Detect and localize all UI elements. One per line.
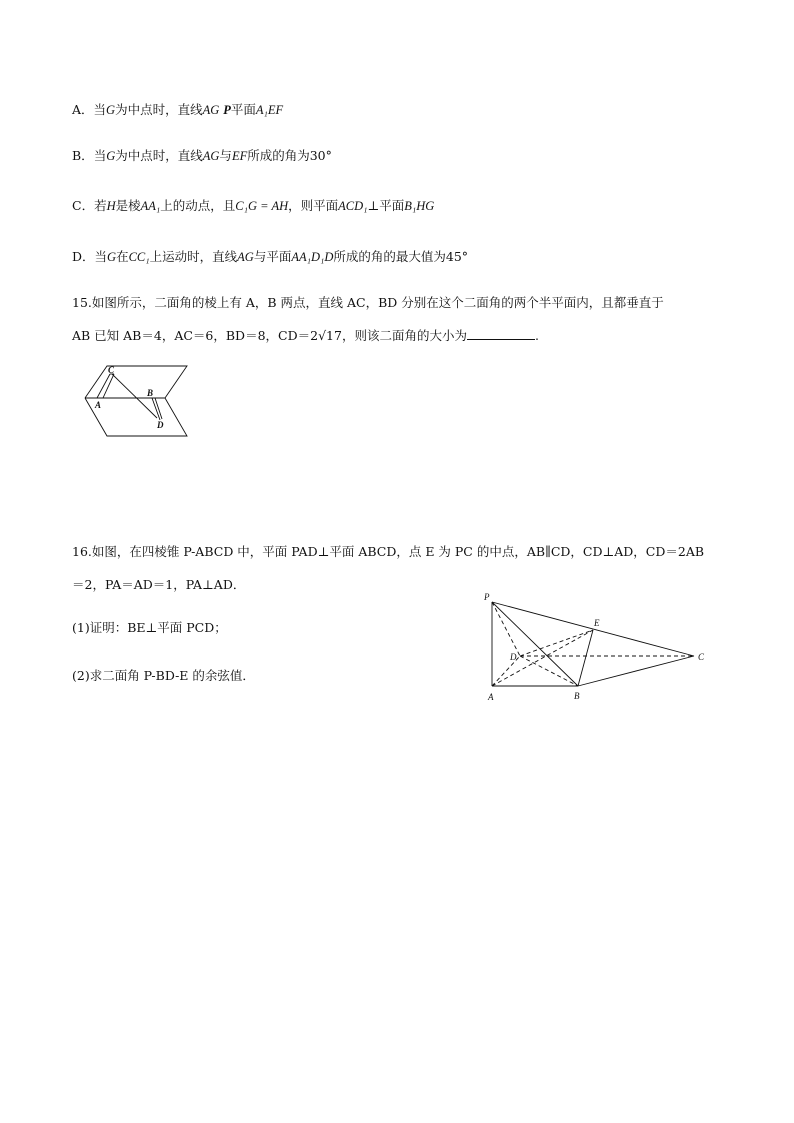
q15-text-line1: 15.如图所示，二面角的棱上有 A，B 两点，直线 AC，BD 分别在这个二面角的两个半平面内，且都垂直于	[72, 295, 664, 310]
fig16-label-e: E	[594, 618, 600, 628]
q16-pyramid-figure	[480, 590, 720, 705]
upper-half-plane	[85, 366, 187, 398]
fig16-label-a: A	[488, 692, 494, 702]
fig16-label-c: C	[698, 652, 705, 662]
option-d: D．当G在CC₁上运动时，直线AG与平面AA₁D₁D所成的角的最大值为45°	[72, 249, 469, 264]
option-b: B．当G为中点时，直线AG与EF所成的角为30°	[72, 148, 332, 163]
option-c: C．若H是棱AA₁上的动点，且C₁G = AH，则平面ACD₁⊥平面B₁HG	[72, 198, 435, 213]
fig16-label-b: B	[574, 691, 580, 701]
q15-text-line2: AB 已知 AB＝4，AC＝6，BD＝8，CD＝2√17，则该二面角的大小为 .	[72, 328, 539, 343]
fig15-label-c: C	[108, 365, 115, 375]
fig16-label-d: D	[510, 652, 517, 662]
fig15-label-d: D	[157, 420, 164, 430]
answer-blank[interactable]	[467, 327, 535, 340]
fig15-label-a: A	[95, 400, 102, 410]
fig15-label-b: B	[147, 388, 154, 398]
q15-dihedral-figure	[82, 360, 192, 440]
option-a: A．当G为中点时，直线AG P平面A₁EF	[72, 102, 284, 117]
q16-text-line1: 16.如图，在四棱锥 P-ABCD 中，平面 PAD⊥平面 ABCD，点 E 为 PC 的中点，AB∥CD，CD⊥AD，CD＝2AB	[72, 544, 705, 559]
fig16-label-p: P	[484, 592, 490, 602]
q16-part1: (1)证明：BE⊥平面 PCD；	[72, 620, 227, 635]
q16-text-line2: ＝2，PA＝AD＝1，PA⊥AD．	[72, 577, 246, 592]
q16-part2: (2)求二面角 P-BD-E 的余弦值．	[72, 668, 255, 683]
